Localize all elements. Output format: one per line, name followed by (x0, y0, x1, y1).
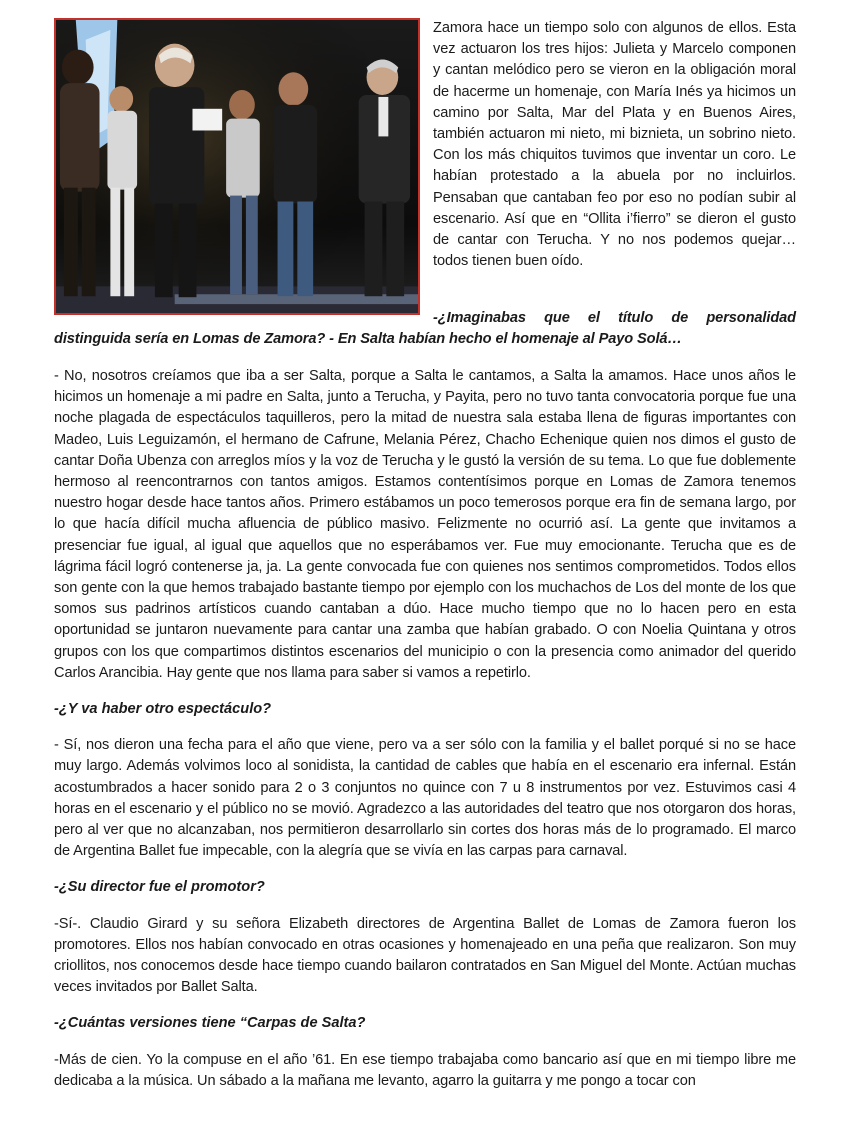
question-1: -¿Imaginabas que el título de personalidad distinguida sería en Lomas de Zamora? - En Salta habían hecho el homenaje al Payo Solá… (54, 310, 796, 348)
article-photo (54, 18, 420, 315)
question-2: -¿Y va haber otro espectáculo? (54, 701, 272, 718)
question-4: -¿Cuántas versiones tiene “Carpas de Salta? (54, 1015, 366, 1032)
intro-column (433, 18, 796, 272)
photo-stage-group-icon (56, 20, 418, 313)
answer-3: -Sí-. Claudio Girard y su señora Elizabeth directores de Argentina Ballet de Lomas de Zamora fueron los promotores. Ellos nos habían convocado en otras ocasiones y homenajeado en una peña que realizaron. Son muy criollitos, nos conocemos desde hace tiempo cuando bailaron contratados en San Miguel del Monte. Actúan muchas veces invitados por Ballet Salta. (54, 915, 796, 996)
answer-4: -Más de cien. Yo la compuse en el año ’61. En ese tiempo trabajaba como bancario así que en mi tiempo libre me dedicaba a la música. Un sábado a la mañana me levanto, agarro la guitarra y me pongo a tocar con (54, 1051, 796, 1089)
answer-1: - No, nosotros creíamos que iba a ser Salta, porque a Salta le cantamos, a Salta la amamos. Hace unos años le hicimos un homenaje a mi padre en Salta, junto a Terucha, y Payita, pero no tuvo tanta convocatoria porque fue una noche plagada de espectáculos taquilleros, pero la mitad de nuestra sala estaba llena de figuras importantes con Madeo, Luis Leguizamón, el hermano de Cafrune, Melania Pérez, Chacho Echenique quien nos dimos el gusto de cantar Doña Ubenza con arreglos míos y la voz de Terucha y le gustó la versión de su tema. Lo que fue doblemente hermoso al reencontrarnos con tantos amigos. Estamos contentísimos porque en Lomas de Zamora tenemos nuestro hogar desde hace tantos años. Primero estábamos un poco temerosos porque era fin de semana largo, por lo que hacía difícil mucha afluencia de público masivo. Felizmente no ocurrió así. La gente que invitamos a presenciar fue igual, al igual que aquellos que no esperábamos ver. Fue muy emocionante. Terucha que es de lágrima fácil logró contenerse ja, ja. La gente convocada fue con quienes nos sentimos comprometidos. Todos ellos son gente con la que hemos trabajado bastante tiempo por ejemplo con los muchachos de Los del monte de los que somos sus padrinos artísticos cuando cantaban a dúo. Hace mucho tiempo que no lo hacen pero en esta oportunidad se juntaron nuevamente para cantar una zamba que habían grabado. O con Noelia Quintana y otros grupos con los que compartimos distintos escenarios del municipio o con la presencia como animador del querido Carlos Arancibia. Hay gente que nos llama para saber si vamos a repetirlo. (54, 368, 796, 681)
question-3: -¿Su director fue el promotor? (54, 879, 265, 896)
question-1-block (54, 308, 796, 350)
answer-2: - Sí, nos dieron una fecha para el año que viene, pero va a ser sólo con la familia y el ballet porqué si no se hace muy largo. Además volvimos loco al sonidista, la cantidad de cables que había en el escenario era infernal. Están acostumbrados a hacer sonido para 2 o 3 conjuntos no quince con 7 u 8 instrumentos por vez. Estuvimos casi 4 horas en el escenario y el público no se movió. Agradezco a las autoridades del teatro que nos otorgaron dos horas, pero al ver que no alcanzaban, nos permitieron desarrollarlo sin cortes dos horas más de lo programado. El marco de Argentina Ballet fue impecable, con la alegría que se vivía en las carpas para carnaval. (54, 737, 796, 860)
intro-paragraph: Zamora hace un tiempo solo con algunos de ellos. Esta vez actuaron los tres hijos: Julieta y Marcelo componen y cantan melódico pero se vieron en la obligación moral de hacerme un homenaje, con María Inés ya hicimos un camino por Salta, Mar del Plata y en Buenos Aires, también actuaron mi nieto, mi biznieta, un sobrino nieto. Con los más chiquitos tuvimos que inventar un coro. Le habían protestado a la abuela por no incluirlos. Pensaban que cantaban feo por eso no podían subir al escenario. Así que en “Ollita i’fierro” se dieron el gusto de cantar con Terucha. Y no nos podemos quejar… todos tienen buen oído. (433, 20, 796, 270)
article-body (54, 366, 796, 1092)
